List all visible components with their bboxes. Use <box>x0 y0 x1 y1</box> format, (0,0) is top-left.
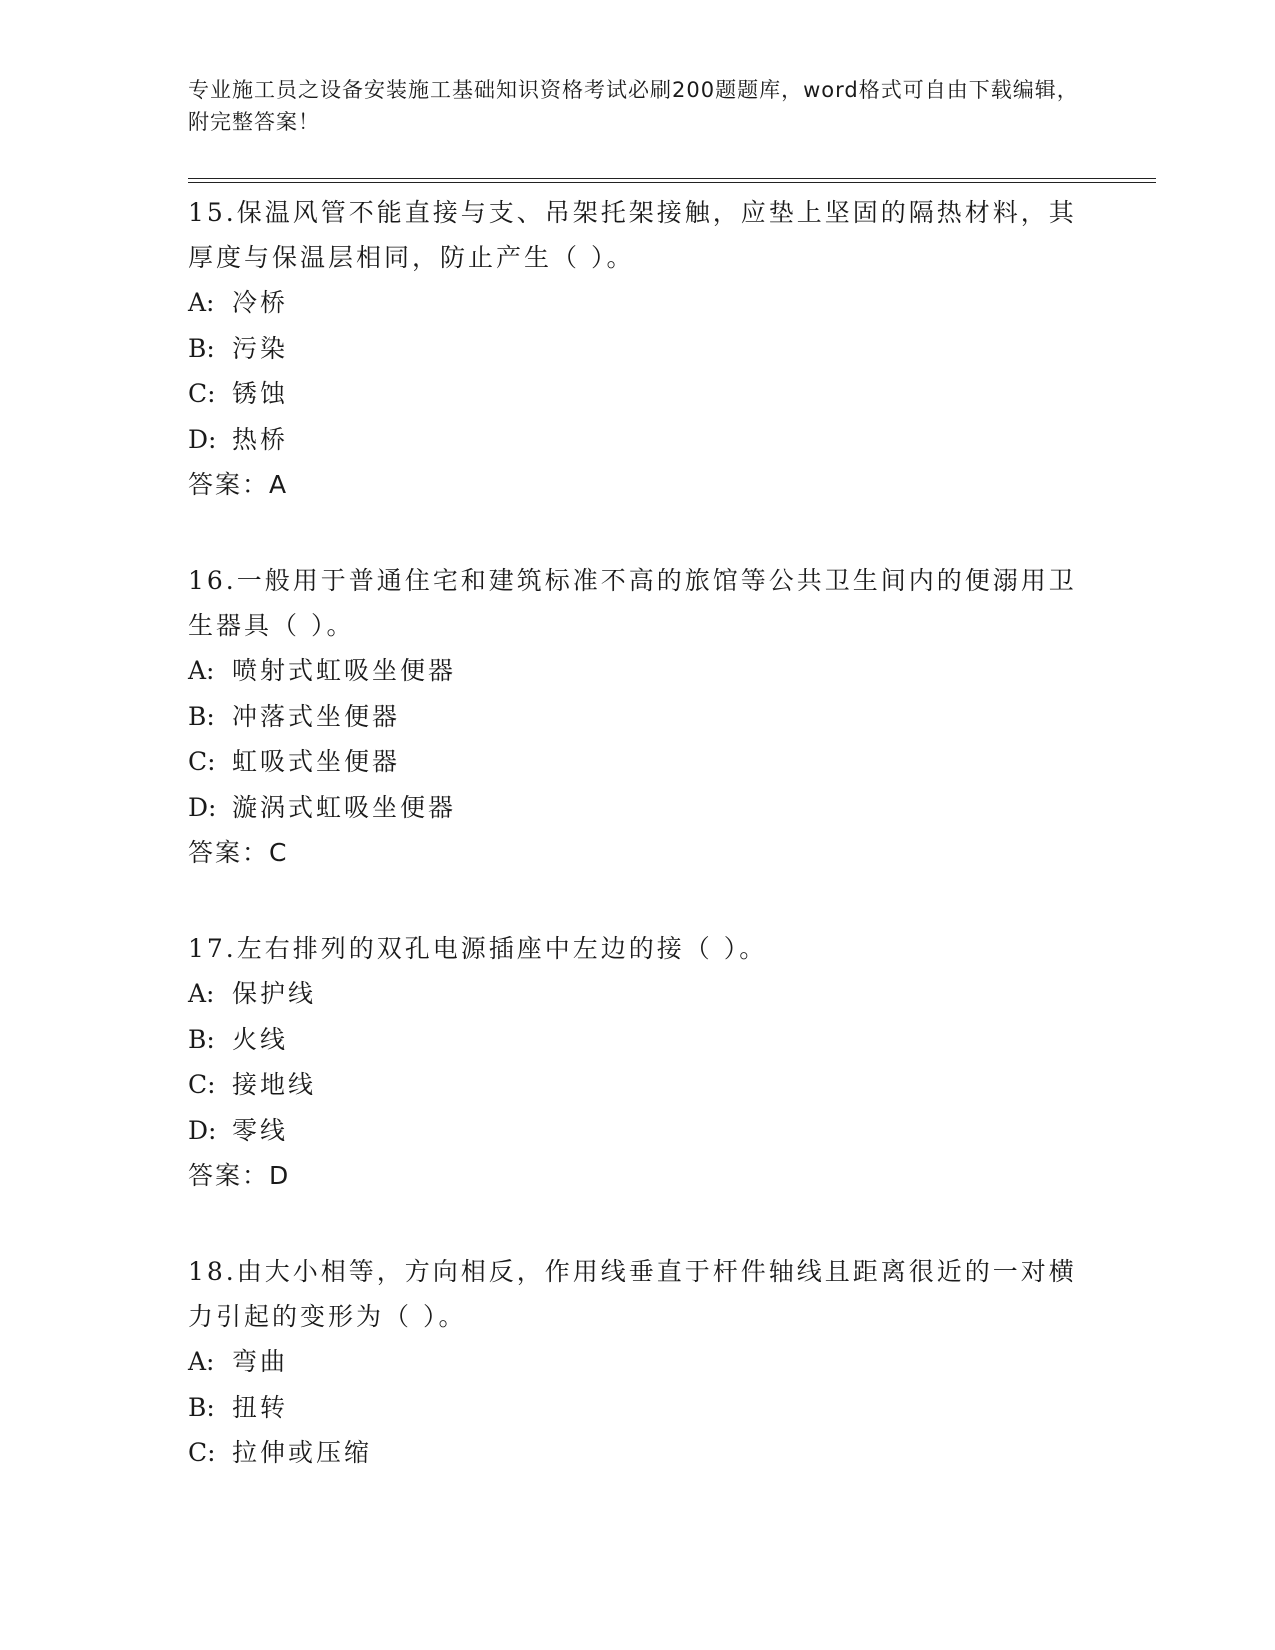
option-text: 热桥 <box>232 424 289 454</box>
option-d <box>188 785 1088 831</box>
option-d <box>188 417 1088 463</box>
option-letter: C: <box>188 747 216 776</box>
option-letter: D: <box>188 424 217 454</box>
option-text: 喷射式虹吸坐便器 <box>232 656 457 685</box>
question-stem: 17.左右排列的双孔电源插座中左边的接（ ）。 <box>188 934 768 963</box>
option-text: 保护线 <box>232 979 317 1008</box>
question-stem: 18.由大小相等，方向相反，作用线垂直于杆件轴线且距离很近的一对横力引起的变形为（ ）。 <box>188 1257 1077 1331</box>
option-text: 火线 <box>232 1024 289 1054</box>
option-letter: A: <box>188 979 215 1008</box>
option-b <box>188 1385 1088 1431</box>
option-text: 冷桥 <box>232 288 289 317</box>
option-letter: B: <box>188 333 215 363</box>
answer-line: 答案：C <box>188 838 289 867</box>
option-c <box>188 371 1088 417</box>
option-text: 扭转 <box>232 1392 289 1422</box>
option-text: 锈蚀 <box>232 379 289 408</box>
option-text: 污染 <box>232 333 289 363</box>
option-letter: C: <box>188 1070 216 1099</box>
option-letter: C: <box>188 1438 216 1467</box>
question-18 <box>188 1249 1088 1476</box>
question-16 <box>188 558 1088 875</box>
option-a <box>188 971 1088 1017</box>
option-letter: A: <box>188 288 215 317</box>
option-a <box>188 648 1088 694</box>
option-text: 漩涡式虹吸坐便器 <box>232 792 457 822</box>
option-text: 接地线 <box>232 1070 317 1099</box>
option-letter: B: <box>188 1392 215 1422</box>
option-a <box>188 280 1088 326</box>
option-letter: A: <box>188 1347 215 1376</box>
option-b <box>188 694 1088 740</box>
header-divider-bottom <box>188 182 1156 183</box>
option-letter: B: <box>188 701 215 731</box>
question-stem: 15.保温风管不能直接与支、吊架托架接触，应垫上坚固的隔热材料，其厚度与保温层相同，防止产生（ ）。 <box>188 198 1077 272</box>
option-text: 弯曲 <box>232 1347 289 1376</box>
header-divider-top <box>188 178 1156 179</box>
option-letter: B: <box>188 1024 215 1054</box>
option-letter: D: <box>188 792 217 822</box>
option-letter: C: <box>188 379 216 408</box>
option-text: 冲落式坐便器 <box>232 701 401 731</box>
question-15 <box>188 190 1088 507</box>
option-text: 拉伸或压缩 <box>232 1438 373 1467</box>
option-letter: D: <box>188 1115 217 1145</box>
option-c <box>188 739 1088 785</box>
question-list <box>188 190 1088 1527</box>
document-header: 专业施工员之设备安装施工基础知识资格考试必刷200题题库，word格式可自由下载编辑，附完整答案！ <box>188 78 1079 134</box>
option-letter: A: <box>188 656 215 685</box>
option-c <box>188 1430 1088 1476</box>
option-d <box>188 1108 1088 1154</box>
question-17 <box>188 926 1088 1198</box>
option-b <box>188 326 1088 372</box>
question-stem: 16.一般用于普通住宅和建筑标准不高的旅馆等公共卫生间内的便溺用卫生器具（ ）。 <box>188 566 1077 640</box>
answer-line: 答案：A <box>188 470 289 499</box>
option-b <box>188 1017 1088 1063</box>
option-text: 虹吸式坐便器 <box>232 747 401 776</box>
option-text: 零线 <box>232 1115 289 1145</box>
option-c <box>188 1062 1088 1108</box>
option-a <box>188 1339 1088 1385</box>
answer-line: 答案：D <box>188 1161 291 1190</box>
